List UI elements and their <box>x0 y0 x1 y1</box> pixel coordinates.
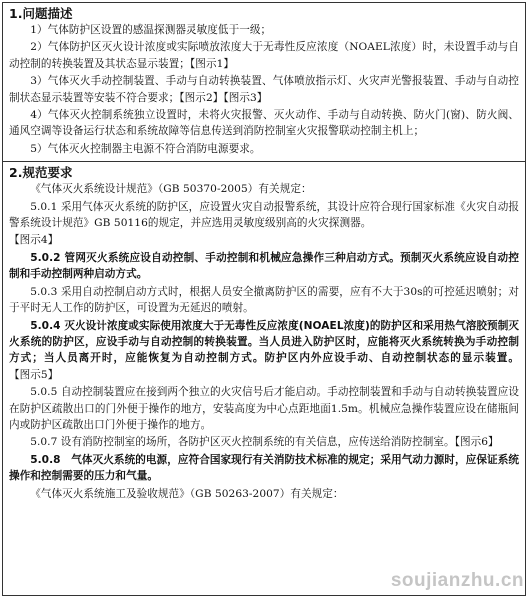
problem-item-5: 5）气体灭火控制器主电源不符合消防电源要求。 <box>30 142 261 155</box>
watermark: soujianzhu.cn <box>390 570 524 591</box>
code-requirements-heading: 2.规范要求 <box>9 165 73 181</box>
clause-5-0-3: 5.0.3 采用自动控制启动方式时，根据人员安全撤离防护区的需要，应有不大于30s的可控延迟喷射；对于平时无人工作的防护区，可设置为无延迟的喷射。 <box>9 285 519 315</box>
figure-ref-5[interactable]: 【图示5】 <box>9 368 59 381</box>
code-requirements-section <box>3 162 525 506</box>
problem-description-section <box>3 3 525 162</box>
clause-5-0-7: 5.0.7 设有消防控制室的场所，各防护区灭火控制系统的有关信息，应传送给消防控制室。【图示6】 <box>30 436 499 449</box>
clause-5-0-5: 5.0.5 自动控制装置应在接到两个独立的火灾信号后才能启动。手动控制装置和手动与自动转换装置应设在防护区疏散出口的门外便于操作的地方，安装高度为中心点距地面1.5m。机械应急操作装置应设在储瓶间内或防护区疏散出口门外便于操作的地方。 <box>9 386 519 431</box>
figure-ref-1[interactable]: 【图示1】 <box>189 57 235 70</box>
problem-item-1: 1）气体防护区设置的感温探测器灵敏度低于一级； <box>30 24 272 36</box>
problem-item-2: 2）气体防护区灭火设计浓度或实际喷放浓度大于无毒性反应浓度（NOAEL浓度）时，未设置手动与自动控制的转换装置及其状态显示装置；【图示1】 <box>9 41 519 70</box>
document-table <box>2 2 526 596</box>
clause-5-0-8: 5.0.8 气体灭火系统的电源，应符合国家现行有关消防技术标准的规定；采用气动力源时，应保证系统操作和控制需要的压力和气量。 <box>9 453 519 483</box>
clause-5-0-1: 5.0.1 采用气体灭火系统的防护区，应设置火灾自动报警系统，其设计应符合现行国家标准《火灾自动报警系统设计规范》GB 50116的规定，并应选用灵敏度级别高的火灾探测器。 <box>9 200 519 230</box>
clause-5-0-2: 5.0.2 管网灭火系统应设自动控制、手动控制和机械应急操作三种启动方式。预制灭火系统应设自动控制和手动控制两种启动方式。 <box>9 251 519 281</box>
problem-item-4: 4）气体灭火控制系统独立设置时，未将火灾报警、灭火动作、手动与自动转换、防火门(窗)、防火阀、通风空调等设备运行状态和系统故障等信息传送到消防控制室火灾报警联动控制主机上； <box>9 109 519 138</box>
code-outro: 《气体灭火系统施工及验收规范》（GB 50263-2007）有关规定： <box>30 487 344 500</box>
figure-ref-6[interactable]: 【图示6】 <box>454 436 499 449</box>
problem-item-3: 3）气体灭火手动控制装置、手动与自动转换装置、气体喷放指示灯、火灾声光警报装置、手动与自动控制状态显示装置等安装不符合要求；【图示2】【图示3】 <box>9 75 519 104</box>
problem-description-heading: 1.问题描述 <box>9 6 73 21</box>
figure-ref-2-3[interactable]: 【图示2】【图示3】 <box>179 91 268 104</box>
clause-5-0-4: 5.0.4 灭火设计浓度或实际使用浓度大于无毒性反应浓度(NOAEL浓度)的防护区和采用热气溶胶预制灭火系统的防护区，应设手动与自动控制的转换装置。当人员进入防护区时，应能将灭火系统转换为手动控制方式；当人员离开时，应能恢复为自动控制方式。防护区内外应设手动、自动控制状态的显示装置。【图示5】 <box>9 319 519 381</box>
code-intro: 《气体灭火系统设计规范》（GB 50370-2005）有关规定： <box>30 183 312 196</box>
figure-ref-4[interactable]: 【图示4】 <box>9 234 59 247</box>
figure-ref-4-line <box>9 232 519 248</box>
